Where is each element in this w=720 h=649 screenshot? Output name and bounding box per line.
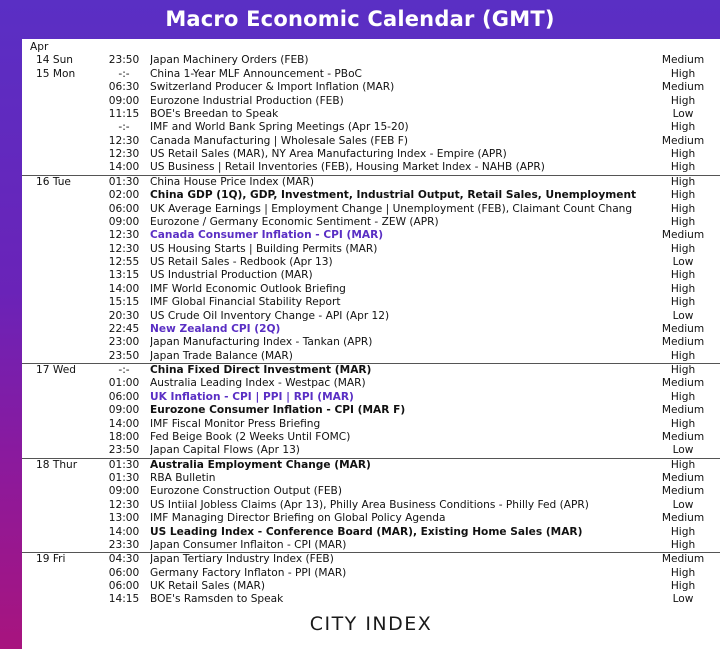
event-row (22, 310, 720, 323)
event-importance: High (670, 566, 696, 579)
event-name: New Zealand CPI (2Q) (150, 322, 281, 335)
event-importance: Medium (661, 81, 705, 94)
month-header-row (22, 41, 720, 54)
event-name: RBA Bulletin (150, 472, 216, 484)
event-row (22, 68, 720, 81)
event-time: 20:30 (108, 309, 140, 322)
event-importance: High (670, 161, 696, 174)
event-importance: Medium (661, 485, 705, 498)
event-importance: Low (672, 256, 694, 268)
event-name: Australia Leading Index - Westpac (MAR) (150, 377, 366, 390)
event-row (22, 269, 720, 282)
event-name: Germany Factory Inflaton - PPI (MAR) (150, 566, 347, 579)
event-time: 02:00 (108, 189, 140, 202)
event-time: 09:00 (108, 485, 140, 498)
event-importance: High (670, 458, 696, 471)
event-name: China 1-Year MLF Announcement - PBoC (150, 67, 362, 80)
event-row (22, 189, 720, 202)
event-importance: High (670, 296, 696, 309)
event-row (22, 161, 720, 174)
event-name: US Intiial Jobless Claims (Apr 13), Philly Area Business Conditions - Philly Fed (APR) (150, 498, 589, 511)
event-row (22, 350, 720, 363)
event-importance: Medium (661, 404, 705, 417)
event-time: 04:30 (108, 553, 140, 566)
event-importance: Low (672, 444, 694, 457)
event-date: 16 Tue (36, 175, 71, 188)
event-time: 14:00 (108, 161, 140, 174)
event-importance: Medium (661, 512, 705, 525)
event-time: 14:00 (108, 525, 140, 538)
event-name: BOE's Breedan to Speak (150, 107, 279, 120)
event-importance: High (670, 242, 696, 255)
event-time: -:- (118, 67, 130, 80)
event-date: 14 Sun (36, 54, 74, 67)
event-importance: Medium (661, 430, 705, 443)
event-row (22, 229, 720, 242)
event-name: Eurozone / Germany Economic Sentiment - ZEW (APR) (150, 215, 439, 228)
event-name: Fed Beige Book (2 Weeks Until FOMC) (150, 430, 351, 443)
event-name: Japan Machinery Orders (FEB) (150, 54, 309, 67)
event-time: 22:45 (108, 322, 140, 335)
event-row (22, 243, 720, 256)
event-time: 11:15 (108, 107, 140, 120)
event-time: 01:30 (108, 472, 140, 484)
event-row (22, 472, 720, 485)
event-row (22, 135, 720, 148)
event-row (22, 567, 720, 580)
event-row (22, 418, 720, 431)
event-time: 06:00 (108, 580, 140, 592)
event-importance: High (670, 349, 696, 362)
event-importance: Low (672, 498, 694, 511)
event-time: 01:30 (108, 175, 140, 188)
event-row (22, 256, 720, 269)
event-name: China Fixed Direct Investment (MAR) (150, 364, 372, 376)
event-time: 06:30 (108, 81, 140, 94)
event-name: US Business | Retail Inventories (FEB), Housing Market Index - NAHB (APR) (150, 161, 545, 174)
event-time: 12:30 (108, 134, 140, 147)
event-importance: High (670, 202, 696, 215)
event-importance: High (670, 269, 696, 282)
event-row (22, 391, 720, 404)
event-name: UK Inflation - CPI | PPI | RPI (MAR) (150, 390, 354, 403)
event-name: US Retail Sales - Redbook (Apr 13) (150, 256, 333, 268)
event-time: 14:00 (108, 282, 140, 295)
event-importance: High (670, 525, 696, 538)
event-time: 23:50 (108, 349, 140, 362)
event-time: 12:30 (108, 498, 140, 511)
event-row (22, 203, 720, 216)
event-importance: High (670, 94, 696, 107)
event-time: 06:00 (108, 202, 140, 215)
event-name: China GDP (1Q), GDP, Investment, Industrial Output, Retail Sales, Unemployment (150, 189, 637, 202)
event-time: 09:00 (108, 215, 140, 228)
event-time: 12:30 (108, 229, 140, 242)
event-name: China House Price Index (MAR) (150, 175, 314, 188)
event-name: IMF Managing Director Briefing on Global Policy Agenda (150, 512, 446, 525)
event-time: -:- (118, 121, 130, 134)
event-name: Japan Consumer Inflaiton - CPI (MAR) (150, 538, 347, 551)
event-time: 13:15 (108, 269, 140, 282)
event-time: 23:50 (108, 54, 140, 67)
event-time: 18:00 (108, 430, 140, 443)
event-row (22, 336, 720, 349)
city-index-logo: CITY INDEX (309, 613, 433, 635)
event-time: 23:00 (108, 336, 140, 349)
event-importance: High (670, 148, 696, 160)
event-importance: High (670, 121, 696, 134)
event-name: IMF Fiscal Monitor Press Briefing (150, 417, 321, 430)
event-name: IMF Global Financial Stability Report (150, 296, 341, 309)
event-name: IMF and World Bank Spring Meetings (Apr 15-20) (150, 121, 409, 134)
event-name: Eurozone Industrial Production (FEB) (150, 94, 344, 107)
event-importance: Low (672, 593, 694, 606)
event-name: Eurozone Construction Output (FEB) (150, 485, 342, 498)
event-importance: Medium (661, 229, 705, 242)
event-name: Canada Manufacturing | Wholesale Sales (FEB F) (150, 134, 409, 147)
event-name: Japan Capital Flows (Apr 13) (150, 444, 300, 457)
event-time: 12:30 (108, 148, 140, 160)
event-row (22, 444, 720, 457)
event-name: US Leading Index - Conference Board (MAR), Existing Home Sales (MAR) (150, 525, 583, 538)
event-row (22, 121, 720, 134)
event-importance: Low (672, 309, 694, 322)
calendar-table (22, 41, 720, 607)
event-row (22, 539, 720, 552)
event-row (22, 54, 720, 67)
event-time: 23:50 (108, 444, 140, 457)
event-date: 18 Thur (36, 458, 78, 471)
event-time: 01:30 (108, 458, 140, 471)
event-time: 06:00 (108, 390, 140, 403)
event-importance: High (670, 282, 696, 295)
event-time: 01:00 (108, 377, 140, 390)
event-time: 09:00 (108, 94, 140, 107)
event-row (22, 148, 720, 161)
event-name: UK Retail Sales (MAR) (150, 580, 265, 592)
event-time: -:- (118, 364, 130, 376)
event-time: 14:15 (108, 593, 140, 606)
event-time: 14:00 (108, 417, 140, 430)
event-name: IMF World Economic Outlook Briefing (150, 282, 346, 295)
event-name: Switzerland Producer & Import Inflation (MAR) (150, 81, 395, 94)
event-row (22, 323, 720, 336)
event-date: Apr (30, 41, 49, 53)
event-importance: High (670, 538, 696, 551)
event-importance: High (670, 175, 696, 188)
event-name: Japan Tertiary Industry Index (FEB) (150, 553, 334, 566)
event-name: Canada Consumer Inflation - CPI (MAR) (150, 229, 384, 242)
event-row (22, 108, 720, 121)
event-name: US Industrial Production (MAR) (150, 269, 313, 282)
event-row (22, 377, 720, 390)
event-importance: Medium (661, 472, 705, 484)
event-name: US Retail Sales (MAR), NY Area Manufacturing Index - Empire (APR) (150, 148, 507, 160)
event-importance: High (670, 364, 696, 376)
event-importance: Medium (661, 336, 705, 349)
event-row (22, 526, 720, 539)
event-name: Eurozone Consumer Inflation - CPI (MAR F) (150, 404, 406, 417)
event-row (22, 404, 720, 417)
event-row (22, 431, 720, 444)
event-importance: High (670, 580, 696, 592)
event-importance: Medium (661, 553, 705, 566)
calendar-title: Macro Economic Calendar (GMT) (165, 7, 555, 31)
event-row (22, 458, 720, 472)
event-importance: High (670, 189, 696, 202)
event-importance: Medium (661, 54, 705, 67)
event-date: 19 Fri (36, 553, 66, 566)
event-time: 06:00 (108, 566, 140, 579)
event-time: 15:15 (108, 296, 140, 309)
event-date: 15 Mon (36, 67, 76, 80)
event-importance: High (670, 417, 696, 430)
event-name: BOE's Ramsden to Speak (150, 593, 284, 606)
event-row (22, 95, 720, 108)
event-date: 17 Wed (36, 364, 76, 376)
event-importance: Medium (661, 377, 705, 390)
calendar-header (0, 0, 720, 38)
event-importance: Low (672, 107, 694, 120)
event-importance: High (670, 390, 696, 403)
event-name: US Housing Starts | Building Permits (MAR) (150, 242, 378, 255)
event-row (22, 552, 720, 566)
event-name: US Crude Oil Inventory Change - API (Apr 12) (150, 309, 390, 322)
event-time: 13:00 (108, 512, 140, 525)
event-row (22, 499, 720, 512)
calendar-panel (22, 39, 720, 649)
event-importance: High (670, 215, 696, 228)
event-row (22, 363, 720, 377)
event-importance: Medium (661, 322, 705, 335)
event-row (22, 593, 720, 606)
event-row (22, 512, 720, 525)
event-name: UK Average Earnings | Employment Change | Unemployment (FEB), Claimant Count Chang (150, 202, 633, 215)
event-time: 12:55 (108, 256, 140, 268)
event-row (22, 485, 720, 498)
event-row (22, 283, 720, 296)
event-importance: Medium (661, 134, 705, 147)
event-row (22, 296, 720, 309)
event-name: Japan Manufacturing Index - Tankan (APR) (150, 336, 373, 349)
event-importance: High (670, 67, 696, 80)
event-row (22, 81, 720, 94)
event-name: Australia Employment Change (MAR) (150, 458, 371, 471)
event-name: Japan Trade Balance (MAR) (150, 349, 293, 362)
event-time: 09:00 (108, 404, 140, 417)
event-time: 23:30 (108, 538, 140, 551)
event-row (22, 216, 720, 229)
event-time: 12:30 (108, 242, 140, 255)
event-row (22, 580, 720, 593)
event-row (22, 175, 720, 189)
